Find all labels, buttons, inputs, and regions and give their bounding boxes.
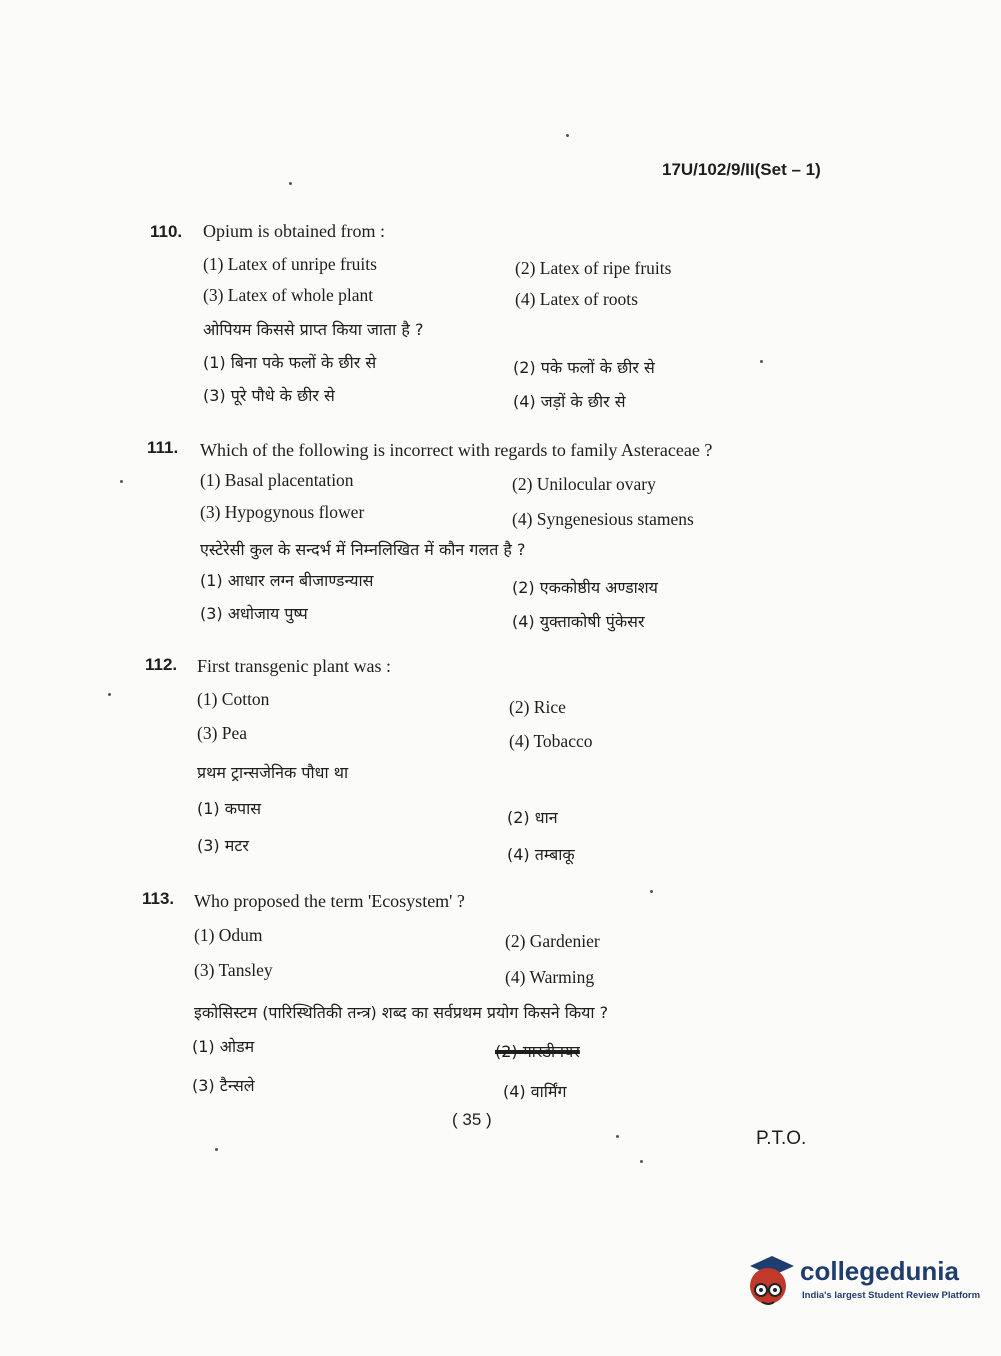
option-en-1: (1) Latex of unripe fruits	[203, 254, 377, 274]
pto-label: P.T.O.	[756, 1128, 807, 1149]
scan-speck	[215, 1148, 218, 1151]
option-hi-1: (1) कपास	[197, 799, 262, 818]
question-number: 112.	[145, 655, 178, 674]
question-text-hi: एस्टेरेसी कुल के सन्दर्भ में निम्नलिखित में कौन गलत है ?	[200, 540, 526, 559]
option-en-3: (3) Pea	[197, 723, 248, 743]
option-hi-2: (2) पके फलों के छीर से	[513, 358, 655, 377]
question-text-hi: ओपियम किससे प्राप्त किया जाता है ?	[203, 320, 424, 339]
option-hi-2: (2) एककोष्ठीय अण्डाशय	[512, 578, 658, 597]
scan-speck	[640, 1160, 643, 1163]
option-hi-2: (2) गारडीनयर	[495, 1042, 580, 1061]
option-en-3: (3) Tansley	[194, 960, 273, 980]
scan-speck	[120, 480, 123, 483]
question-number: 113.	[142, 889, 175, 908]
page-number: ( 35 )	[452, 1110, 492, 1129]
question-text-hi: प्रथम ट्रान्सजेनिक पौधा था	[197, 763, 349, 782]
scan-speck	[650, 890, 653, 893]
scan-speck	[289, 182, 292, 185]
option-hi-1: (1) आधार लग्न बीजाण्डन्यास	[200, 571, 374, 590]
option-hi-3: (3) मटर	[197, 836, 249, 855]
option-hi-3: (3) टैन्सले	[192, 1076, 255, 1095]
option-hi-3: (3) पूरे पौधे के छीर से	[203, 386, 335, 405]
option-en-3: (3) Latex of whole plant	[203, 285, 374, 305]
scan-speck	[760, 360, 763, 363]
option-hi-4: (4) तम्बाकू	[507, 845, 575, 864]
question-text-hi: इकोसिस्टम (पारिस्थितिकी तन्त्र) शब्द का सर्वप्रथम प्रयोग किसने किया ?	[194, 1003, 609, 1022]
option-en-1: (1) Odum	[194, 925, 263, 945]
option-en-4: (4) Latex of roots	[515, 289, 638, 309]
option-en-1: (1) Cotton	[197, 689, 270, 709]
option-en-2: (2) Latex of ripe fruits	[515, 258, 672, 278]
option-en-2: (2) Gardenier	[505, 931, 600, 951]
question-text-en: First transgenic plant was :	[197, 656, 391, 676]
paper-code: 17U/102/9/II(Set – 1)	[662, 160, 821, 179]
question-number: 110.	[150, 222, 183, 241]
scan-speck	[566, 134, 569, 137]
option-en-2: (2) Unilocular ovary	[512, 474, 656, 494]
question-text-en: Which of the following is incorrect with regards to family Asteraceae ?	[200, 440, 713, 460]
option-hi-3: (3) अधोजाय पुष्प	[200, 604, 308, 623]
option-en-3: (3) Hypogynous flower	[200, 502, 365, 522]
option-hi-4: (4) जड़ों के छीर से	[513, 392, 626, 411]
option-en-4: (4) Tobacco	[509, 731, 593, 751]
question-text-en: Who proposed the term 'Ecosystem' ?	[194, 891, 465, 911]
scan-speck	[616, 1135, 619, 1138]
option-hi-1: (1) बिना पके फलों के छीर से	[203, 353, 377, 372]
question-number: 111.	[147, 438, 179, 457]
option-hi-2: (2) धान	[507, 808, 558, 827]
option-en-4: (4) Warming	[505, 967, 595, 987]
option-en-4: (4) Syngenesious stamens	[512, 509, 694, 529]
question-text-en: Opium is obtained from :	[203, 221, 385, 241]
option-en-2: (2) Rice	[509, 697, 566, 717]
logo-name: collegedunia	[800, 1256, 959, 1286]
logo-tagline: India's largest Student Review Platform	[802, 1290, 981, 1301]
mascot-icon	[742, 1252, 798, 1310]
collegedunia-logo	[742, 1252, 981, 1312]
option-hi-1: (1) ओडम	[192, 1037, 255, 1056]
option-en-1: (1) Basal placentation	[200, 470, 354, 490]
scan-speck	[108, 693, 111, 696]
option-hi-4: (4) युक्ताकोषी पुंकेसर	[512, 612, 645, 631]
option-hi-4: (4) वार्मिंग	[503, 1082, 567, 1101]
